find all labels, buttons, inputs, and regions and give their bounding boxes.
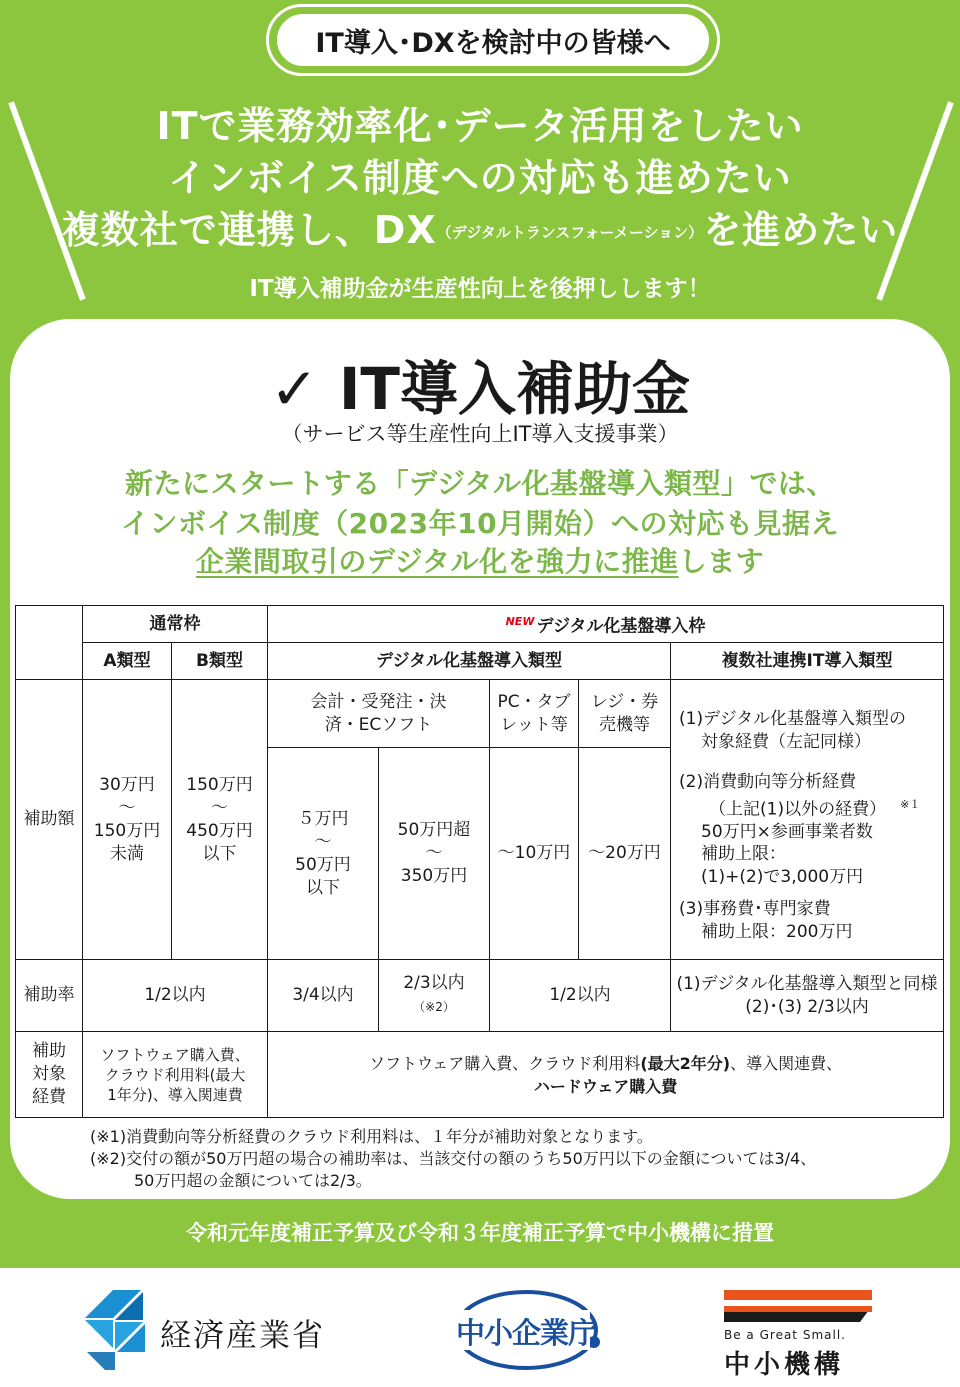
tagline: IT導入補助金が生産性向上を後押しします！ bbox=[249, 276, 711, 302]
cost-normal bbox=[83, 1032, 268, 1118]
audience-text: IT導入･DXを検討中の皆様へ bbox=[315, 27, 671, 59]
row-label-amount: 補助額 bbox=[16, 680, 83, 960]
multi-item-2e: (1)+(2)で3,000万円 bbox=[701, 866, 864, 887]
d1-amount-4: 以下 bbox=[306, 877, 340, 898]
rate-d2-text: 2/3以内 bbox=[403, 973, 465, 993]
multi-item-2d: 補助上限： bbox=[701, 844, 786, 865]
subheader-accounting-software: 会計・受発注・決済・ECソフト bbox=[268, 680, 490, 748]
d1-amount-2: ～ bbox=[314, 831, 332, 852]
header-b-type: B類型 bbox=[172, 643, 268, 680]
cost-digital-1b: (最大2年分) bbox=[640, 1053, 731, 1073]
d2-amount-1: 50万円超 bbox=[397, 820, 471, 840]
d2-amount-2: ～ bbox=[425, 843, 443, 863]
rate-digital-large bbox=[379, 960, 490, 1032]
smrj-tagline: Be a Great Small. bbox=[724, 1328, 846, 1342]
subheader-register: レジ・券売機等 bbox=[579, 680, 671, 748]
a-amount-4: 未満 bbox=[110, 843, 144, 864]
header-digital-frame-text: デジタル化基盤導入枠 bbox=[536, 616, 706, 637]
register-amount: ～20万円 bbox=[579, 748, 671, 960]
lead-line-3-rest: します bbox=[678, 545, 765, 578]
rate-hardware: 1/2以内 bbox=[490, 960, 671, 1032]
rate-normal: 1/2以内 bbox=[83, 960, 268, 1032]
b-amount-2: ～ bbox=[211, 797, 228, 818]
digital-large-amount bbox=[379, 748, 490, 960]
page-title bbox=[0, 342, 960, 426]
lead-line-3 bbox=[0, 540, 960, 580]
row-label-rate: 補助率 bbox=[16, 960, 83, 1032]
meti-logo-text: 経済産業省 bbox=[160, 1318, 325, 1354]
rate-d2-note: （※2） bbox=[413, 1000, 455, 1014]
audience-pill bbox=[273, 10, 713, 70]
a-type-amount bbox=[83, 680, 172, 960]
digital-small-amount bbox=[268, 748, 379, 960]
headline-line-3-b: を進めたい bbox=[703, 208, 899, 252]
cost-label-2: 対象 bbox=[32, 1064, 66, 1084]
table-header-row-1 bbox=[16, 606, 944, 643]
d1-amount-1: ５万円 bbox=[297, 808, 349, 829]
cost-digital-1c: 、導入関連費、 bbox=[730, 1053, 843, 1073]
header-multi-company-type: 複数社連携IT導入類型 bbox=[671, 643, 944, 680]
chusho-logo-text: 中小企業庁 bbox=[456, 1316, 597, 1350]
b-amount-4: 以下 bbox=[202, 843, 237, 864]
d1-amount-3: 50万円 bbox=[295, 854, 351, 875]
header-normal-frame: 通常枠 bbox=[83, 606, 268, 643]
multi-item-1b: 対象経費（左記同様） bbox=[701, 731, 871, 752]
check-icon: ✓ bbox=[270, 355, 319, 423]
cost-label-3: 経費 bbox=[32, 1087, 66, 1107]
header-digital-type: デジタル化基盤導入類型 bbox=[268, 643, 671, 680]
b-amount-1: 150万円 bbox=[186, 774, 253, 795]
cost-digital-2: ハードウェア購入費 bbox=[533, 1076, 678, 1096]
table-rate-row bbox=[16, 960, 944, 1032]
budget-statement: 令和元年度補正予算及び令和３年度補正予算で中小機構に措置 bbox=[186, 1221, 774, 1245]
corner-cell bbox=[16, 606, 83, 680]
b-amount-3: 450万円 bbox=[186, 820, 253, 841]
rate-digital-small: 3/4以内 bbox=[268, 960, 379, 1032]
a-amount-3: 150万円 bbox=[93, 820, 161, 841]
table-subheader-row bbox=[16, 680, 944, 748]
headline-line-3-small: （デジタルトランスフォーメーション） bbox=[436, 223, 704, 242]
a-amount-1: 30万円 bbox=[99, 774, 155, 795]
rate-multi-company bbox=[671, 960, 944, 1032]
lead-line-2: インボイス制度（2023年10月開始）への対応も見据え bbox=[120, 507, 840, 540]
multi-company-amount bbox=[671, 680, 944, 960]
footnote-2b: 50万円超の金額については2/3。 bbox=[134, 1171, 372, 1190]
subheader-pc-tablet: PC・タブレット等 bbox=[490, 680, 579, 748]
pc-tablet-amount: ～10万円 bbox=[490, 748, 579, 960]
page-title-text: IT導入補助金 bbox=[338, 355, 690, 423]
multi-item-3: (3)事務費･専門家費 bbox=[679, 899, 831, 920]
footnote-2a: (※2)交付の額が50万円超の場合の補助率は、当該交付の額のうち50万円以下の金額については3/4、 bbox=[90, 1149, 817, 1168]
multi-item-2c: 50万円×参画事業者数 bbox=[701, 821, 873, 842]
cost-digital-1a: ソフトウェア購入費、クラウド利用料 bbox=[368, 1053, 641, 1073]
multi-item-2-note: ※１ bbox=[900, 797, 921, 811]
lead-line-3-underlined: 企業間取引のデジタル化を強力に推進 bbox=[195, 545, 679, 578]
multi-item-2: (2)消費動向等分析経費 bbox=[679, 772, 857, 792]
headline-line-1: ITで業務効率化･データ活用をしたい bbox=[156, 104, 804, 148]
lead-line-1: 新たにスタートする「デジタル化基盤導入類型」では、 bbox=[125, 467, 835, 500]
multi-item-2b: （上記(1)以外の経費） bbox=[709, 799, 887, 820]
footnotes bbox=[90, 1126, 940, 1192]
page-subtitle: （サービス等生産性向上IT導入支援事業） bbox=[281, 422, 679, 446]
headline-line-3 bbox=[0, 208, 960, 255]
headline-line-3-a: 複数社で連携し、DX bbox=[61, 208, 437, 252]
smrj-logo-text: 中小機構 bbox=[724, 1350, 845, 1380]
rate-multi-1: (1)デジタル化基盤導入類型と同様 bbox=[676, 973, 938, 994]
multi-item-1: (1)デジタル化基盤導入類型の bbox=[679, 709, 907, 729]
cost-normal-2: クラウド利用料(最大 bbox=[104, 1065, 246, 1084]
meti-logo-icon bbox=[85, 1290, 165, 1370]
footnote-1: (※1)消費動向等分析経費のクラウド利用料は、１年分が補助対象となります。 bbox=[90, 1127, 653, 1146]
multi-item-3b: 補助上限：200万円 bbox=[701, 921, 853, 942]
cost-normal-1: ソフトウェア購入費、 bbox=[100, 1045, 250, 1064]
cost-label-1: 補助 bbox=[32, 1041, 66, 1061]
b-type-amount bbox=[172, 680, 268, 960]
header-a-type: A類型 bbox=[83, 643, 172, 680]
new-badge: NEW bbox=[505, 614, 535, 628]
rate-multi-2: (2)･(3) 2/3以内 bbox=[745, 996, 869, 1017]
a-amount-2: ～ bbox=[118, 797, 136, 818]
row-label-cost bbox=[16, 1032, 83, 1118]
d2-amount-3: 350万円 bbox=[400, 866, 468, 886]
headline-line-2: インボイス制度への対応も進めたい bbox=[168, 156, 792, 200]
table-cost-row bbox=[16, 1032, 944, 1118]
subsidy-table bbox=[15, 605, 944, 1118]
cost-normal-3: 1年分)、導入関連費 bbox=[107, 1085, 243, 1104]
cost-digital bbox=[268, 1032, 944, 1118]
table-header-row-2 bbox=[16, 643, 944, 680]
header-digital-frame bbox=[268, 606, 944, 643]
